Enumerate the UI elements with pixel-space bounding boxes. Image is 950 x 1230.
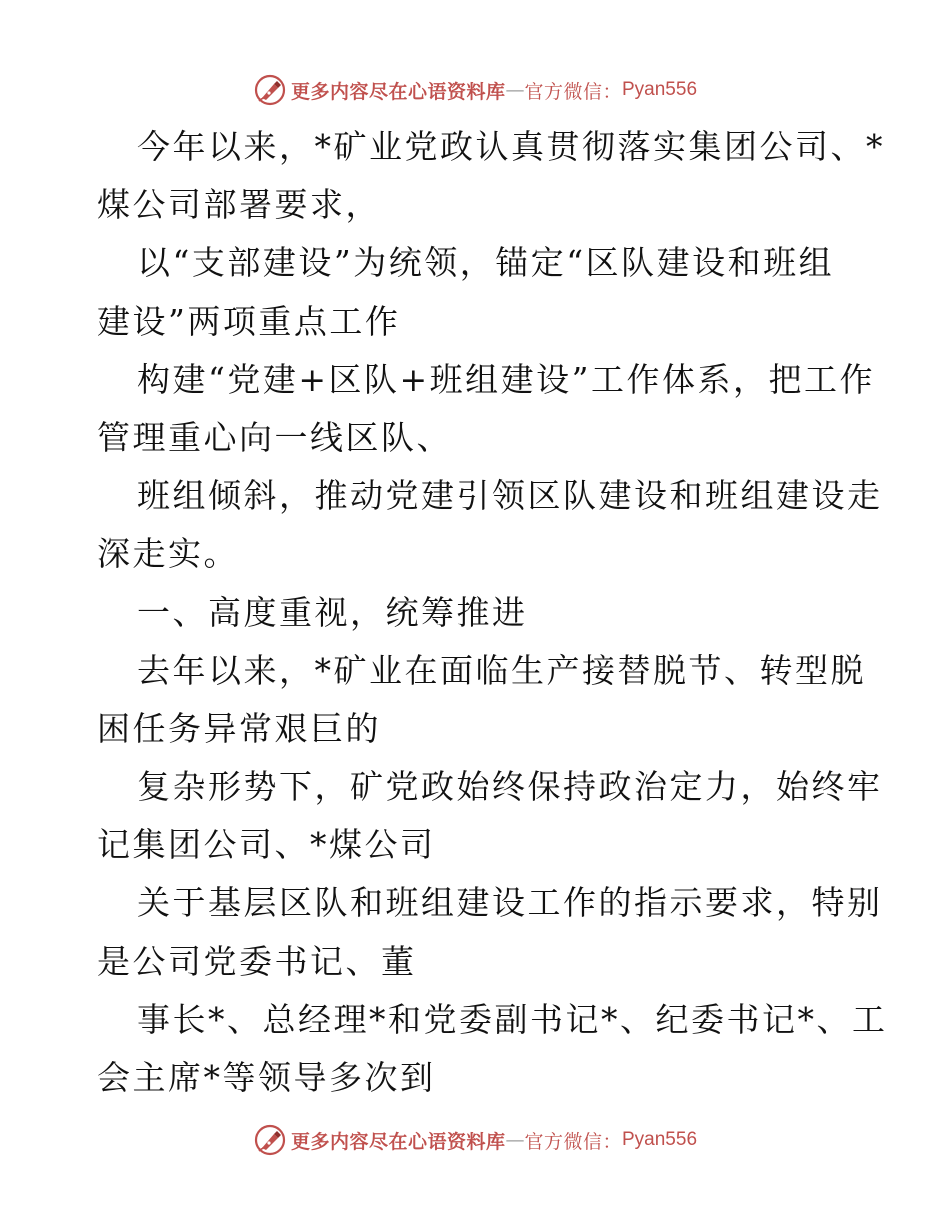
watermark-brand: 更多内容尽在心语资料库 [290, 1130, 506, 1153]
text-line: 以“支部建设”为统领，锚定“区队建设和班组 [137, 243, 835, 283]
header-watermark [0, 70, 950, 110]
text-line: 管理重心向一线区队、 [97, 417, 452, 457]
text-line: 去年以来，*矿业在面临生产接替脱节、转型脱 [137, 650, 866, 690]
text-line: 建设”两项重点工作 [97, 301, 401, 341]
watermark-dash: — [505, 79, 525, 101]
text-line: 事长*、总经理*和党委副书记*、纪委书记*、工 [137, 999, 888, 1039]
fountain-pen-logo-icon [253, 1123, 287, 1157]
watermark-official: 官方微信： [524, 80, 622, 103]
footer-watermark [0, 1120, 950, 1160]
watermark-official: 官方微信： [524, 1130, 622, 1153]
text-line: 深走实。 [97, 534, 239, 574]
watermark-wechat-id: Pyan556 [622, 1129, 698, 1150]
text-line: 班组倾斜，推动党建引领区队建设和班组建设走 [137, 476, 883, 516]
text-line: 今年以来，*矿业党政认真贯彻落实集团公司、* [137, 127, 885, 166]
text-line: 复杂形势下，矿党政始终保持政治定力，始终牢 [137, 767, 883, 807]
watermark-dash: — [505, 1129, 525, 1151]
watermark-wechat-id: Pyan556 [622, 79, 698, 100]
text-line: 构建“党建+区队+班组建设”工作体系，把工作 [137, 359, 876, 399]
document-body [97, 118, 888, 1107]
section-heading: 一、高度重视，统筹推进 [137, 592, 528, 632]
text-line: 关于基层区队和班组建设工作的指示要求，特别 [137, 883, 883, 923]
text-line: 困任务异常艰巨的 [97, 708, 381, 748]
text-line: 煤公司部署要求， [97, 185, 381, 225]
text-line: 会主席*等领导多次到 [97, 1058, 436, 1097]
text-line: 记集团公司、*煤公司 [97, 825, 436, 865]
watermark-brand: 更多内容尽在心语资料库 [290, 80, 506, 103]
fountain-pen-logo-icon [253, 73, 287, 107]
text-line: 是公司党委书记、董 [97, 941, 417, 981]
